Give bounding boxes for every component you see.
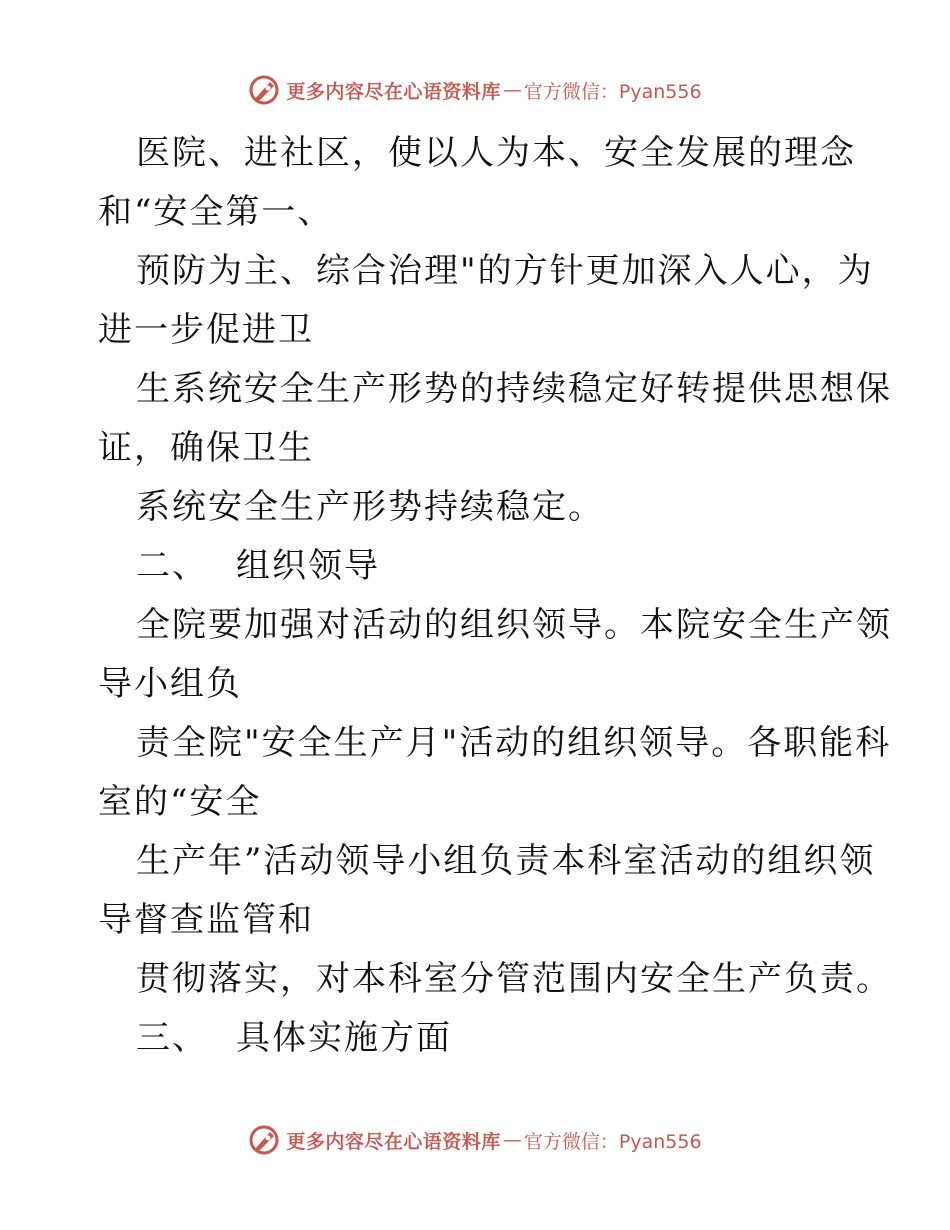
header-watermark	[0, 70, 950, 110]
section-heading-3	[98, 1009, 858, 1068]
footer-watermark	[0, 1120, 950, 1160]
text-line: 全院要加强对活动的组织领导。本院安全生产领	[136, 605, 892, 645]
text-line: 导小组负	[98, 664, 242, 704]
watermark-separator: —	[502, 1129, 522, 1151]
text-line: 进一步促进卫	[98, 310, 314, 350]
text-line: 预防为主、综合治理"的方针更加深入人心，为	[136, 251, 874, 291]
text-line: 贯彻落实，对本科室分管范围内安全生产负责。	[136, 959, 892, 999]
text-line: 室的“安全	[98, 782, 262, 822]
section-number: 二、	[136, 546, 208, 586]
pen-logo-icon	[248, 74, 280, 106]
section-heading-2	[98, 537, 858, 596]
text-line: 导督查监管和	[98, 900, 314, 940]
text-line: 证，确保卫生	[98, 428, 314, 468]
watermark-contact: 官方微信：Pyan556	[523, 1130, 702, 1153]
section-title: 组织领导	[236, 546, 380, 586]
text-line: 生系统安全生产形势的持续稳定好转提供思想保	[136, 369, 892, 409]
section-title: 具体实施方面	[236, 1018, 452, 1058]
section-number: 三、	[136, 1018, 208, 1058]
watermark-text: 更多内容尽在心语资料库	[286, 1130, 501, 1153]
document-body	[98, 124, 892, 1068]
watermark-text: 更多内容尽在心语资料库	[286, 80, 501, 103]
text-line: 医院、进社区，使以人为本、安全发展的理念	[136, 133, 856, 173]
pen-logo-icon	[248, 1124, 280, 1156]
text-line: 系统安全生产形势持续稳定。	[136, 487, 604, 527]
text-line: 和“安全第一、	[98, 192, 334, 232]
watermark-contact: 官方微信：Pyan556	[523, 80, 702, 103]
text-line: 生产年”活动领导小组负责本科室活动的组织领	[136, 841, 876, 881]
text-line: 责全院"安全生产月"活动的组织领导。各职能科	[136, 723, 892, 763]
watermark-separator: —	[502, 79, 522, 101]
